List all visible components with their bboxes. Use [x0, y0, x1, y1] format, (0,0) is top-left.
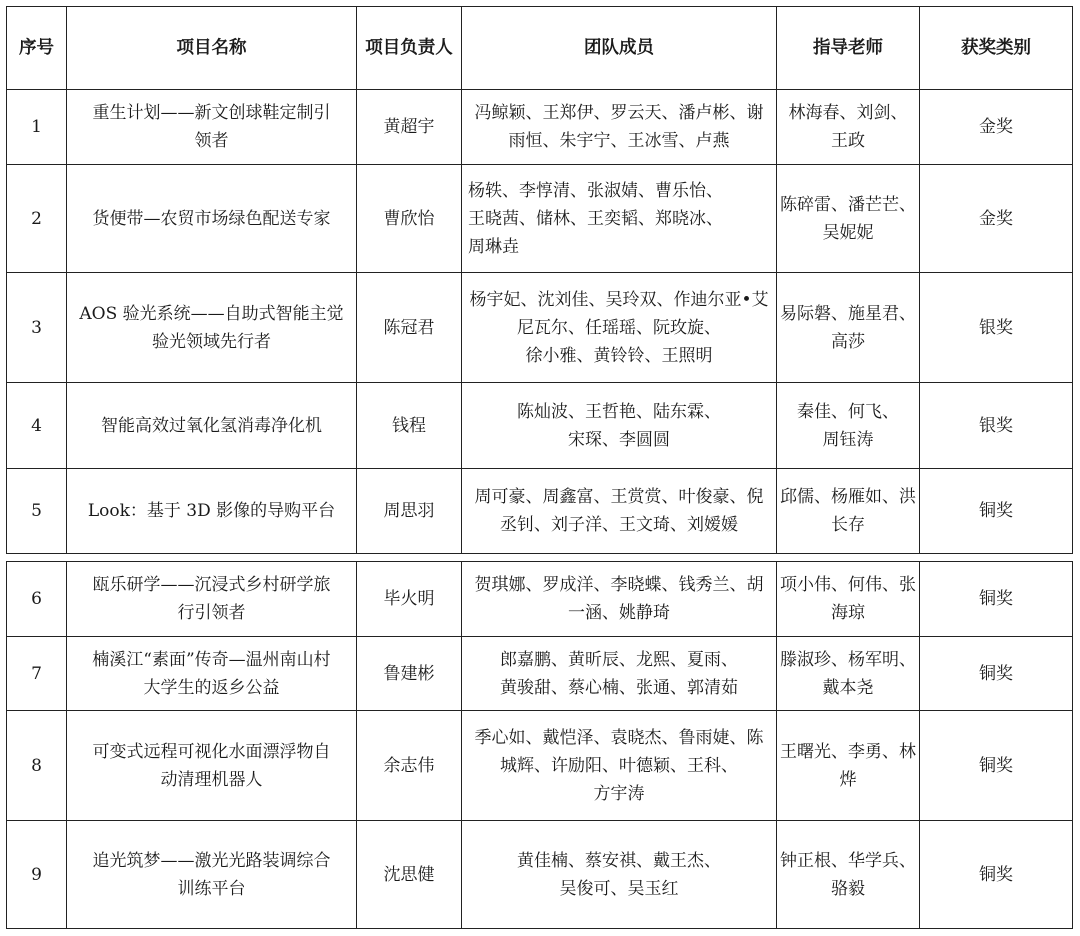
cell-index: 3 [7, 273, 67, 383]
table-row [7, 165, 1073, 273]
header-team: 团队成员 [462, 7, 777, 90]
cell-leader: 毕火明 [357, 562, 462, 637]
cell-advisor: 王曙光、李勇、林 烨 [780, 741, 916, 790]
table-header-row [7, 7, 1073, 90]
cell-leader: 黄超宇 [357, 90, 462, 165]
cell-index: 4 [7, 383, 67, 469]
table-row [7, 637, 1073, 711]
cell-advisor: 滕淑珍、杨军明、 戴本尧 [780, 649, 916, 698]
cell-team: 郎嘉鹏、黄昕辰、龙熙、夏雨、 黄骏甜、蔡心楠、张通、郭清茹 [500, 649, 738, 698]
header-leader: 项目负责人 [357, 7, 462, 90]
cell-index: 7 [7, 637, 67, 711]
cell-award: 金奖 [920, 90, 1073, 165]
cell-index: 5 [7, 469, 67, 554]
cell-advisor: 钟正根、华学兵、 骆毅 [780, 850, 916, 899]
cell-leader: 鲁建彬 [357, 637, 462, 711]
table-row [7, 383, 1073, 469]
cell-project-name: 智能高效过氧化氢消毒净化机 [101, 415, 322, 436]
table-row [7, 711, 1073, 821]
cell-award: 铜奖 [920, 469, 1073, 554]
cell-project-name: Look：基于 3D 影像的导购平台 [87, 501, 336, 521]
cell-team: 贺琪娜、罗成洋、李晓蝶、钱秀兰、胡 一涵、姚静琦 [474, 575, 764, 623]
cell-advisor: 林海春、刘剑、 王政 [788, 103, 908, 151]
table-row [7, 469, 1073, 554]
header-award: 获奖类别 [920, 7, 1073, 90]
cell-team: 杨轶、李惇清、张淑婧、曹乐怡、 王晓茜、储林、王奕韬、郑晓冰、 周琳垚 [468, 180, 723, 257]
cell-advisor: 陈碎雷、潘芒芒、 吴妮妮 [780, 194, 916, 243]
table-row [7, 821, 1073, 929]
cell-project-name: 追光筑梦——激光光路装调综合 训练平台 [92, 850, 331, 899]
cell-award: 银奖 [920, 273, 1073, 383]
cell-project-name: 瓯乐研学——沉浸式乡村研学旅 行引领者 [92, 575, 331, 623]
cell-index: 9 [7, 821, 67, 929]
cell-team: 黄佳楠、蔡安祺、戴王杰、 吴俊可、吴玉红 [517, 850, 721, 899]
header-project-name: 项目名称 [67, 7, 357, 90]
cell-leader: 曹欣怡 [357, 165, 462, 273]
cell-advisor: 项小伟、何伟、张 海琼 [780, 575, 916, 623]
cell-project-name: AOS 验光系统——自助式智能主觉 验光领域先行者 [79, 303, 344, 352]
cell-advisor: 秦佳、何飞、 周钰涛 [797, 401, 899, 450]
awards-table-bottom [6, 561, 1073, 929]
cell-award: 银奖 [920, 383, 1073, 469]
cell-leader: 余志伟 [357, 711, 462, 821]
cell-award: 铜奖 [920, 821, 1073, 929]
cell-index: 6 [7, 562, 67, 637]
cell-team: 杨宇妃、沈刘佳、吴玲双、作迪尔亚•艾 尼瓦尔、任瑶瑶、阮玫旋、 徐小雅、黄铃铃、王照明 [469, 289, 769, 366]
cell-award: 金奖 [920, 165, 1073, 273]
cell-leader: 钱程 [357, 383, 462, 469]
cell-award: 铜奖 [920, 562, 1073, 637]
cell-team: 冯鲸颖、王郑伊、罗云天、潘卢彬、谢 雨恒、朱宇宁、王冰雪、卢燕 [474, 103, 764, 151]
cell-project-name: 楠溪江“素面”传奇—温州南山村 大学生的返乡公益 [92, 649, 331, 698]
table-row [7, 273, 1073, 383]
header-index: 序号 [7, 7, 67, 90]
cell-leader: 沈思健 [357, 821, 462, 929]
awards-table-top [6, 6, 1073, 554]
cell-advisor: 易际磐、施星君、 高莎 [780, 303, 916, 352]
header-advisor: 指导老师 [777, 7, 920, 90]
cell-project-name: 可变式远程可视化水面漂浮物自 动清理机器人 [92, 741, 331, 790]
cell-award: 铜奖 [920, 637, 1073, 711]
cell-index: 1 [7, 90, 67, 165]
cell-leader: 周思羽 [357, 469, 462, 554]
table-row [7, 562, 1073, 637]
cell-award: 铜奖 [920, 711, 1073, 821]
cell-project-name: 重生计划——新文创球鞋定制引 领者 [92, 103, 331, 151]
cell-advisor: 邱儒、杨雁如、洪 长存 [780, 487, 916, 535]
cell-index: 8 [7, 711, 67, 821]
cell-index: 2 [7, 165, 67, 273]
cell-team: 周可豪、周鑫富、王赏赏、叶俊豪、倪 丞钊、刘子洋、王文琦、刘嫒媛 [474, 487, 764, 535]
cell-leader: 陈冠君 [357, 273, 462, 383]
cell-project-name: 货便带—农贸市场绿色配送专家 [92, 208, 331, 229]
cell-team: 季心如、戴恺泽、袁晓杰、鲁雨婕、陈 城辉、许励阳、叶德颖、王科、 方宇涛 [474, 727, 764, 804]
table-row [7, 90, 1073, 165]
cell-team: 陈灿波、王哲艳、陆东霖、 宋琛、李圆圆 [517, 401, 721, 450]
